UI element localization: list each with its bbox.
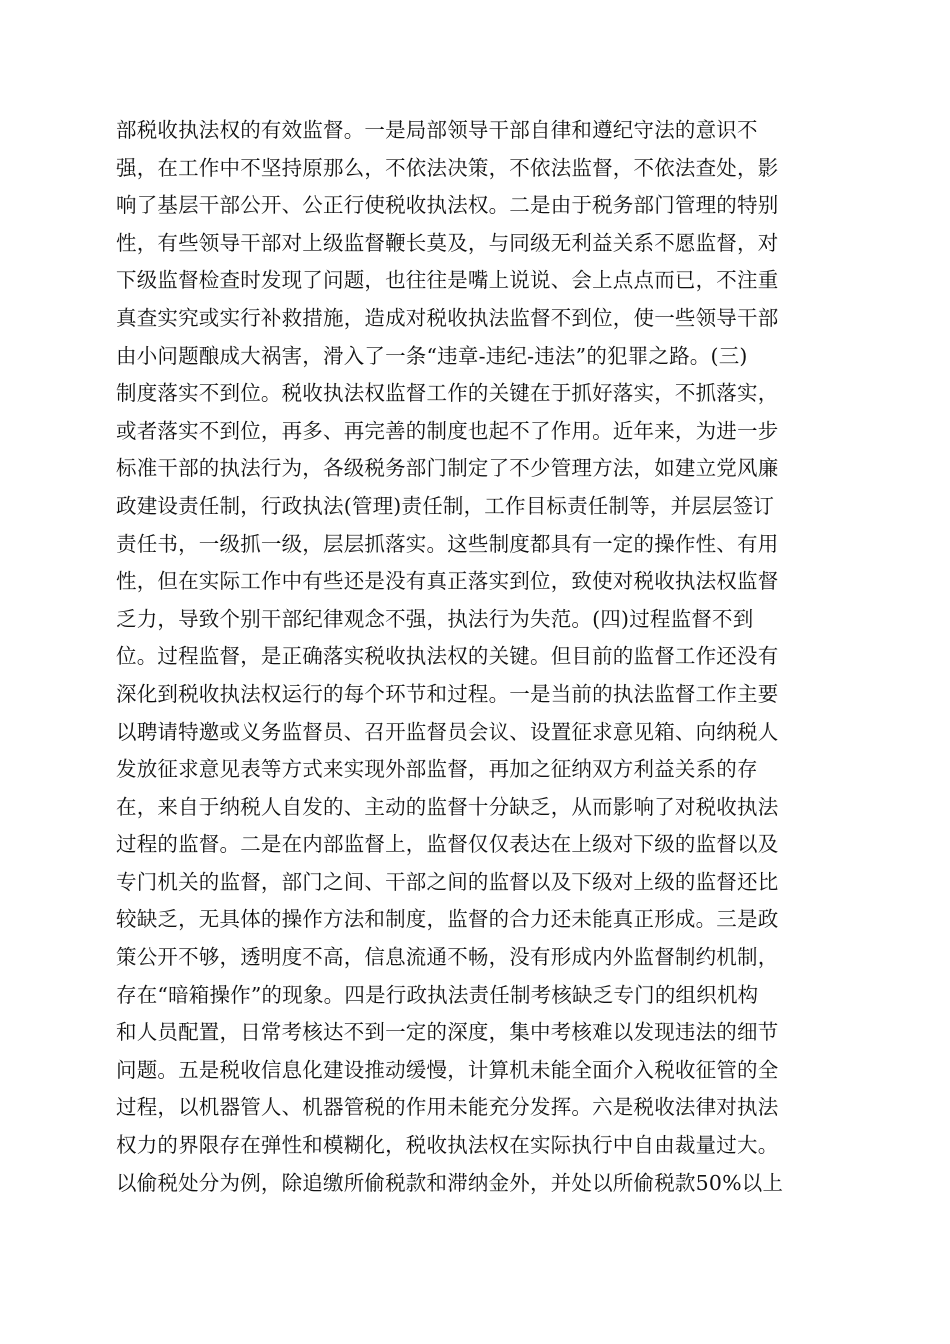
text-line: 部税收执法权的有效监督。一是局部领导干部自律和遵纪守法的意识不	[116, 118, 758, 142]
text-line: 性，但在实际工作中有些还是没有真正落实到位，致使对税收执法权监督	[116, 569, 779, 594]
text-line: 专门机关的监督，部门之间、干部之间的监督以及下级对上级的监督还比	[116, 869, 779, 894]
text-line: 和人员配置，日常考核达不到一定的深度，集中考核难以发现违法的细节	[116, 1020, 779, 1045]
text-line: 响了基层干部公开、公正行使税收执法权。二是由于税务部门管理的特别	[116, 193, 779, 218]
body-text	[116, 112, 836, 1202]
text-line: 责任书，一级抓一级，层层抓落实。这些制度都具有一定的操作性、有用	[116, 531, 779, 556]
text-line: 存在“暗箱操作”的现象。四是行政执法责任制考核缺乏专门的组织机构	[116, 982, 759, 1007]
text-line: 在，来自于纳税人自发的、主动的监督十分缺乏，从而影响了对税收执法	[116, 794, 779, 819]
text-line: 较缺乏，无具体的操作方法和制度，监督的合力还未能真正形成。三是政	[116, 907, 779, 932]
text-line: 以偷税处分为例，除追缴所偷税款和滞纳金外，并处以所偷税款50%以上	[116, 1170, 784, 1195]
text-line: 问题。五是税收信息化建设推动缓慢，计算机未能全面介入税收征管的全	[116, 1057, 779, 1082]
text-line: 下级监督检查时发现了问题，也往往是嘴上说说、会上点点而已，不注重	[116, 268, 779, 293]
text-line: 以聘请特邀或义务监督员、召开监督员会议、设置征求意见箱、向纳税人	[116, 719, 779, 744]
text-line: 策公开不够，透明度不高，信息流通不畅，没有形成内外监督制约机制，	[116, 945, 779, 970]
text-line: 制度落实不到位。税收执法权监督工作的关键在于抓好落实，不抓落实，	[116, 381, 779, 406]
text-line: 权力的界限存在弹性和模糊化，税收执法权在实际执行中自由裁量过大。	[116, 1133, 779, 1158]
text-line: 性，有些领导干部对上级监督鞭长莫及，与同级无利益关系不愿监督，对	[116, 230, 779, 255]
text-line: 标准干部的执法行为，各级税务部门制定了不少管理方法，如建立党风廉	[116, 456, 779, 481]
text-line: 乏力，导致个别干部纪律观念不强，执法行为失范。(四)过程监督不到	[116, 606, 754, 631]
text-line: 或者落实不到位，再多、再完善的制度也起不了作用。近年来，为进一步	[116, 418, 779, 443]
text-line: 发放征求意见表等方式来实现外部监督，再加之征纳双方利益关系的存	[116, 757, 758, 782]
text-line: 深化到税收执法权运行的每个环节和过程。一是当前的执法监督工作主要	[116, 681, 779, 706]
text-line: 位。过程监督，是正确落实税收执法权的关键。但目前的监督工作还没有	[116, 644, 779, 669]
text-line: 政建设责任制，行政执法(管理)责任制，工作目标责任制等，并层层签订	[116, 493, 775, 518]
text-line: 由小问题酿成大祸害，滑入了一条“违章-违纪-违法”的犯罪之路。(三)	[116, 343, 748, 368]
text-line: 真查实究或实行补救措施，造成对税收执法监督不到位，使一些领导干部	[116, 305, 779, 330]
text-line: 过程，以机器管人、机器管税的作用未能充分发挥。六是税收法律对执法	[116, 1095, 779, 1120]
text-line: 强，在工作中不坚持原那么，不依法决策，不依法监督，不依法查处，影	[116, 155, 779, 180]
text-line: 过程的监督。二是在内部监督上，监督仅仅表达在上级对下级的监督以及	[116, 832, 779, 857]
